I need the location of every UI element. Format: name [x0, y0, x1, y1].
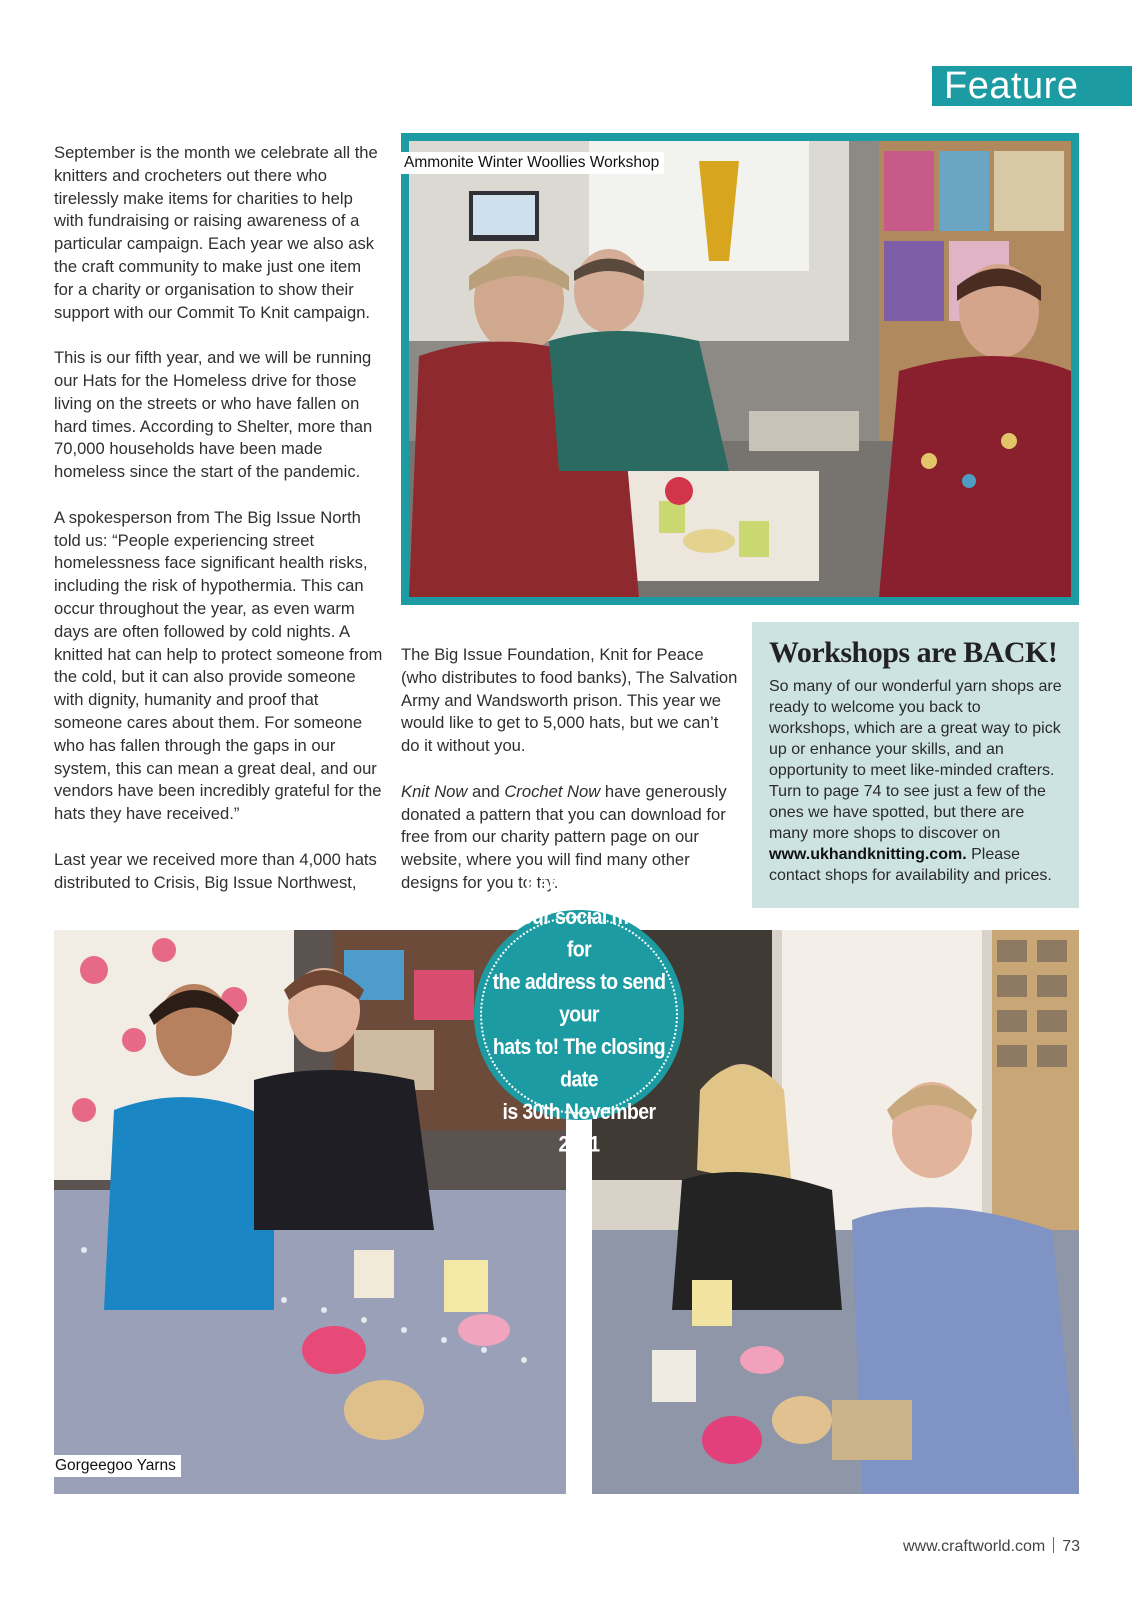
badge-line: the address to send your — [492, 969, 666, 1027]
badge-line: 2021 — [558, 1132, 600, 1157]
section-tag: Feature — [932, 66, 1132, 106]
paragraph: A spokesperson from The Big Issue North told us: “People experiencing street homelessness face significant health risks, including the risk of hypothermia. This can occur throughout the year, as even warm days are often followed by cold nights. A knitted hat can help to protect someone from the cold, but it can also provide someone with dignity, humanity and proof that someone cares about them. For someone who has fallen through the gaps in our system, this can mean a great deal, and our vendors have been incredibly grateful for the hats they have received.” — [54, 507, 383, 824]
boxout-body — [769, 676, 1063, 886]
paragraph: September is the month we celebrate all the knitters and crocheters out there who tirelessly make items for charities to help with fundraising or raising awareness of a particular campaign. Each year we also ask the craft community to make just one item for a charity or organisation to show their support with our Commit To Knit campaign. — [54, 143, 378, 322]
paragraph: Last year we received more than 4,000 hats distributed to Crisis, Big Issue Northwest, — [54, 849, 377, 892]
badge-line: hats to! The closing date — [492, 1034, 666, 1092]
magazine-name: Crochet Now — [504, 781, 601, 801]
text-span: and — [467, 781, 505, 801]
workshop-photo-ammonite — [401, 133, 1079, 605]
badge-text — [484, 869, 674, 1161]
website-link[interactable]: www.ukhandknitting.com. — [769, 846, 967, 863]
page-number: 73 — [1062, 1538, 1080, 1555]
text-span: So many of our wonderful yarn shops are ready to welcome you back to workshops, which are a great way to pick up or enhance your skills, and an opportunity to meet like-minded crafters. Turn to page 74 to see just a few of the ones we have spotted, but there are many more shops to discover on — [769, 678, 1062, 842]
badge-line: Keep an eye — [525, 872, 633, 897]
photo-caption-top: Ammonite Winter Woollies Workshop — [399, 152, 664, 174]
article-column-1 — [54, 142, 384, 917]
workshops-boxout — [752, 622, 1079, 908]
text-span: Please contact shops for availability and prices. — [769, 846, 1052, 884]
page-footer — [903, 1537, 1080, 1556]
text-span: have generously donated a pattern that you can download for free from our charity pattern page on our website, where you will find many other designs for you to try. — [401, 781, 727, 892]
paragraph: The Big Issue Foundation, Knit for Peace (who distributes to food banks), The Salvation Army and Wandsworth prison. This year we would like to get to 5,000 hats, but we can’t do it without you. — [401, 645, 738, 756]
badge-line: on our social media for — [493, 904, 665, 962]
photo-caption-bottom-left: Gorgeegoo Yarns — [50, 1455, 181, 1477]
knitting-group-photo-illustration — [409, 141, 1071, 597]
paragraph: This is our fifth year, and we will be running our Hats for the Homeless drive for those living on the streets or who have fallen on hard times. According to Shelter, more than 70,000 households have been made homeless since the start of the pandemic. — [54, 348, 373, 482]
magazine-name: Knit Now — [401, 781, 468, 801]
badge-line: is 30th November — [502, 1099, 656, 1125]
footer-website[interactable]: www.craftworld.com — [902, 1538, 1046, 1555]
footer-divider — [1053, 1537, 1054, 1553]
closing-date-badge — [474, 872, 684, 1157]
boxout-title: Workshops are BACK! — [769, 636, 1058, 669]
